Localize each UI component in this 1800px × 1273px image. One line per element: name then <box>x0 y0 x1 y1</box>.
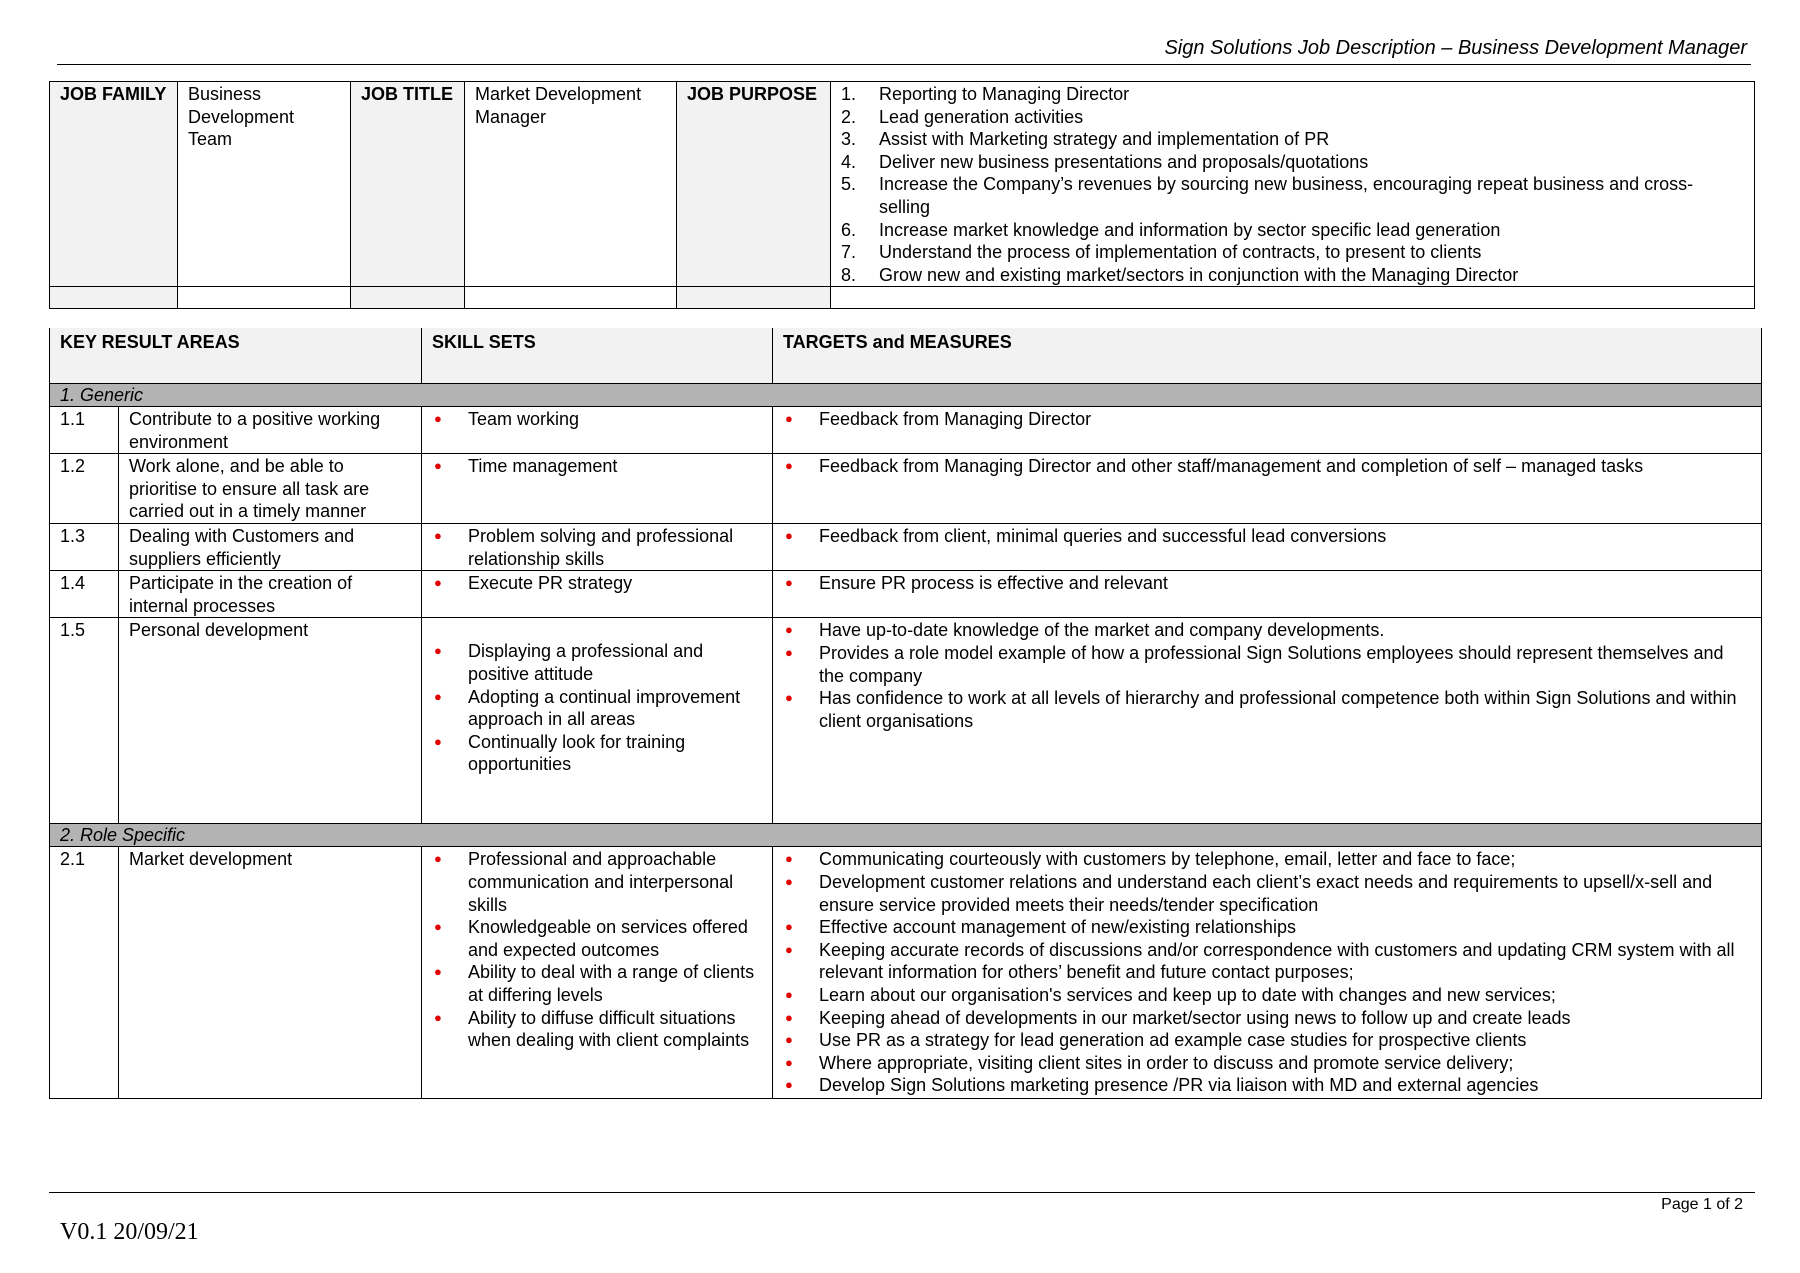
skill-list <box>432 572 762 595</box>
purpose-text: Reporting to Managing Director <box>879 84 1130 104</box>
target-item <box>783 619 1751 642</box>
skill-item <box>432 848 762 916</box>
bullet-icon: ● <box>434 688 442 704</box>
skill-sets-cell <box>422 618 773 824</box>
key-result-area: Work alone, and be able to prioritise to ensure all task are carried out in a timely manner <box>119 454 422 524</box>
target-text: Feedback from Managing Director and other staff/management and completion of self – managed tasks <box>819 456 1644 477</box>
target-item <box>783 871 1751 916</box>
target-item <box>783 848 1751 871</box>
target-item <box>783 939 1751 984</box>
purpose-number: 4. <box>841 151 857 172</box>
table-row <box>50 847 1762 1099</box>
skill-text: Professional and approachable communication and interpersonal skills <box>468 849 734 915</box>
target-text: Use PR as a strategy for lead generation ad example case studies for prospective clients <box>819 1030 1527 1051</box>
skill-text: Displaying a professional and positive attitude <box>468 641 704 684</box>
section-row <box>50 824 1762 847</box>
skill-item <box>432 455 762 478</box>
purpose-number: 3. <box>841 129 857 150</box>
target-item <box>783 1029 1751 1052</box>
bullet-icon: ● <box>785 527 793 543</box>
purpose-text: Deliver new business presentations and proposals/quotations <box>879 151 1369 172</box>
target-list <box>783 848 1751 1097</box>
job-purpose-list <box>841 83 1744 286</box>
purpose-number: 6. <box>841 219 857 240</box>
blank-cell <box>50 287 178 309</box>
row-code: 1.3 <box>50 523 119 570</box>
purpose-item <box>841 128 1744 151</box>
key-result-area: Personal development <box>119 618 422 824</box>
skill-list <box>432 525 762 570</box>
bullet-icon: ● <box>434 575 442 591</box>
target-item <box>783 455 1751 478</box>
skill-text: Continually look for training opportunities <box>468 731 686 775</box>
skill-text: Knowledgeable on services offered and expected outcomes <box>468 917 748 960</box>
purpose-text: Increase market knowledge and information by sector specific lead generation <box>879 219 1501 240</box>
bullet-icon: ● <box>785 919 793 935</box>
table-row <box>50 571 1762 618</box>
target-item <box>783 1052 1751 1075</box>
target-text: Provides a role model example of how a professional Sign Solutions employees should represent themselves and the company <box>819 642 1724 686</box>
bullet-icon: ● <box>785 411 793 426</box>
header-key-result-areas: KEY RESULT AREAS <box>50 328 422 384</box>
purpose-number: 8. <box>841 264 857 285</box>
bullet-icon: ● <box>785 458 793 474</box>
job-family-label: JOB FAMILY <box>50 82 178 287</box>
skill-text: Problem solving and professional relationship skills <box>468 525 734 569</box>
purpose-text: Lead generation activities <box>879 106 1084 127</box>
job-title-value: Market Development Manager <box>465 82 677 287</box>
row-code: 1.5 <box>50 618 119 824</box>
key-result-area: Market development <box>119 847 422 1099</box>
bullet-icon: ● <box>434 643 442 659</box>
purpose-item <box>841 264 1744 287</box>
skill-item <box>432 408 762 431</box>
skill-sets-cell <box>422 523 773 570</box>
skill-item <box>432 525 762 570</box>
targets-cell <box>773 571 1762 618</box>
bullet-icon: ● <box>785 1077 793 1093</box>
skill-text: Adopting a continual improvement approach in all areas <box>468 686 741 730</box>
target-item <box>783 687 1751 732</box>
targets-cell <box>773 407 1762 454</box>
skill-text: Execute PR strategy <box>468 573 633 594</box>
purpose-text: Assist with Marketing strategy and implementation of PR <box>879 129 1330 150</box>
blank-cell <box>677 287 831 309</box>
blank-cell <box>351 287 465 309</box>
skill-item <box>432 731 762 776</box>
skill-sets-cell <box>422 454 773 524</box>
skill-item <box>432 572 762 595</box>
target-text: Feedback from client, minimal queries and successful lead conversions <box>819 525 1387 546</box>
bullet-icon: ● <box>785 575 793 591</box>
key-result-area: Contribute to a positive working environment <box>119 407 422 454</box>
job-info-table <box>49 81 1755 309</box>
target-item <box>783 1074 1751 1097</box>
skill-text: Ability to deal with a range of clients at differing levels <box>468 962 755 1005</box>
skill-sets-cell <box>422 847 773 1099</box>
target-text: Feedback from Managing Director <box>819 409 1092 429</box>
target-text: Where appropriate, visiting client sites in order to discuss and promote service delivery; <box>819 1052 1514 1073</box>
target-list <box>783 619 1751 732</box>
row-code: 1.1 <box>50 407 119 454</box>
target-text: Have up-to-date knowledge of the market and company developments. <box>819 620 1385 641</box>
table-row <box>50 523 1762 570</box>
target-text: Learn about our organisation's services and keep up to date with changes and new services; <box>819 984 1556 1005</box>
bullet-icon: ● <box>785 622 793 638</box>
blank-cell <box>465 287 677 309</box>
skill-text: Team working <box>468 409 580 429</box>
skill-sets-cell <box>422 571 773 618</box>
skill-item <box>432 640 762 685</box>
purpose-text: Grow new and existing market/sectors in conjunction with the Managing Director <box>879 264 1519 285</box>
skill-list <box>432 640 762 776</box>
purpose-item <box>841 173 1744 218</box>
footer-rule <box>49 1192 1755 1193</box>
key-result-area: Participate in the creation of internal processes <box>119 571 422 618</box>
key-result-areas-table <box>49 328 1762 1099</box>
targets-cell <box>773 454 1762 524</box>
purpose-number: 7. <box>841 242 857 263</box>
target-text: Ensure PR process is effective and relevant <box>819 573 1168 594</box>
table-row <box>50 618 1762 824</box>
row-code: 1.4 <box>50 571 119 618</box>
target-list <box>783 455 1751 478</box>
row-code: 2.1 <box>50 847 119 1099</box>
purpose-text: Increase the Company’s revenues by sourcing new business, encouraging repeat business and cross-selling <box>879 174 1694 217</box>
skill-list <box>432 408 762 431</box>
purpose-item <box>841 106 1744 129</box>
section-title: 2. Role Specific <box>50 824 1762 847</box>
purpose-item <box>841 241 1744 264</box>
header-skill-sets: SKILL SETS <box>422 328 773 384</box>
skill-list <box>432 848 762 1051</box>
table-row <box>50 407 1762 454</box>
document-title: Sign Solutions Job Description – Business Development Manager <box>1164 37 1747 59</box>
job-purpose-cell <box>831 82 1755 287</box>
row-code: 1.2 <box>50 454 119 524</box>
bullet-icon: ● <box>434 733 442 749</box>
purpose-text: Understand the process of implementation of contracts, to present to clients <box>879 242 1482 263</box>
purpose-number: 5. <box>841 174 857 195</box>
bullet-icon: ● <box>785 1032 793 1048</box>
bullet-icon: ● <box>434 851 442 867</box>
purpose-number: 2. <box>841 106 857 127</box>
bullet-icon: ● <box>434 919 442 935</box>
skill-text: Time management <box>468 456 618 477</box>
targets-cell <box>773 523 1762 570</box>
table-header-row <box>50 328 1762 384</box>
bullet-icon: ● <box>785 851 793 867</box>
target-item <box>783 408 1751 431</box>
skill-item <box>432 1007 762 1052</box>
targets-cell <box>773 847 1762 1099</box>
skill-text: Ability to diffuse difficult situations when dealing with client complaints <box>468 1007 750 1051</box>
bullet-icon: ● <box>785 1054 793 1070</box>
bullet-icon: ● <box>785 873 793 889</box>
target-text: Keeping ahead of developments in our market/sector using news to follow up and create leads <box>819 1007 1571 1028</box>
bullet-icon: ● <box>785 986 793 1002</box>
bullet-icon: ● <box>434 1009 442 1025</box>
page-number: Page 1 of 2 <box>1661 1196 1743 1213</box>
job-purpose-label: JOB PURPOSE <box>677 82 831 287</box>
bullet-icon: ● <box>434 527 442 543</box>
target-text: Develop Sign Solutions marketing presence /PR via liaison with MD and external agencies <box>819 1075 1539 1096</box>
targets-cell <box>773 618 1762 824</box>
bullet-icon: ● <box>434 458 442 474</box>
key-result-area: Dealing with Customers and suppliers efficiently <box>119 523 422 570</box>
section-row <box>50 384 1762 407</box>
page-header <box>57 36 1751 65</box>
purpose-item <box>841 83 1744 106</box>
purpose-number: 1. <box>841 84 857 104</box>
target-text: Keeping accurate records of discussions and/or correspondence with customers and updating CRM system with all relevant information for others’ benefit and future contact purposes; <box>819 939 1735 983</box>
header-targets-measures: TARGETS and MEASURES <box>773 328 1762 384</box>
target-text: Has confidence to work at all levels of hierarchy and professional competence both within Sign Solutions and within client organisations <box>819 688 1737 731</box>
skill-list <box>432 455 762 478</box>
blank-cell <box>831 287 1755 309</box>
version-date: V0.1 20/09/21 <box>60 1219 199 1245</box>
bullet-icon: ● <box>785 644 793 660</box>
bullet-icon: ● <box>434 964 442 980</box>
target-item <box>783 572 1751 595</box>
target-item <box>783 525 1751 548</box>
target-item <box>783 642 1751 687</box>
bullet-icon: ● <box>785 941 793 957</box>
table-row <box>50 454 1762 524</box>
target-item <box>783 1007 1751 1030</box>
purpose-item <box>841 151 1744 174</box>
target-text: Development customer relations and understand each client’s exact needs and requirements to upsell/x-sell and ensure service provided meets their needs/tender specification <box>819 871 1713 915</box>
target-list <box>783 572 1751 595</box>
skill-item <box>432 916 762 961</box>
skill-item <box>432 686 762 731</box>
target-list <box>783 525 1751 548</box>
section-title: 1. Generic <box>50 384 1762 407</box>
target-text: Effective account management of new/existing relationships <box>819 917 1296 938</box>
skill-sets-cell <box>422 407 773 454</box>
bullet-icon: ● <box>434 411 442 426</box>
blank-cell <box>178 287 351 309</box>
target-text: Communicating courteously with customers by telephone, email, letter and face to face; <box>819 849 1516 870</box>
purpose-item <box>841 219 1744 242</box>
bullet-icon: ● <box>785 1009 793 1025</box>
skill-item <box>432 961 762 1006</box>
target-list <box>783 408 1751 431</box>
job-family-value: Business Development Team <box>178 82 351 287</box>
bullet-icon: ● <box>785 690 793 706</box>
target-item <box>783 984 1751 1007</box>
job-title-label: JOB TITLE <box>351 82 465 287</box>
target-item <box>783 916 1751 939</box>
